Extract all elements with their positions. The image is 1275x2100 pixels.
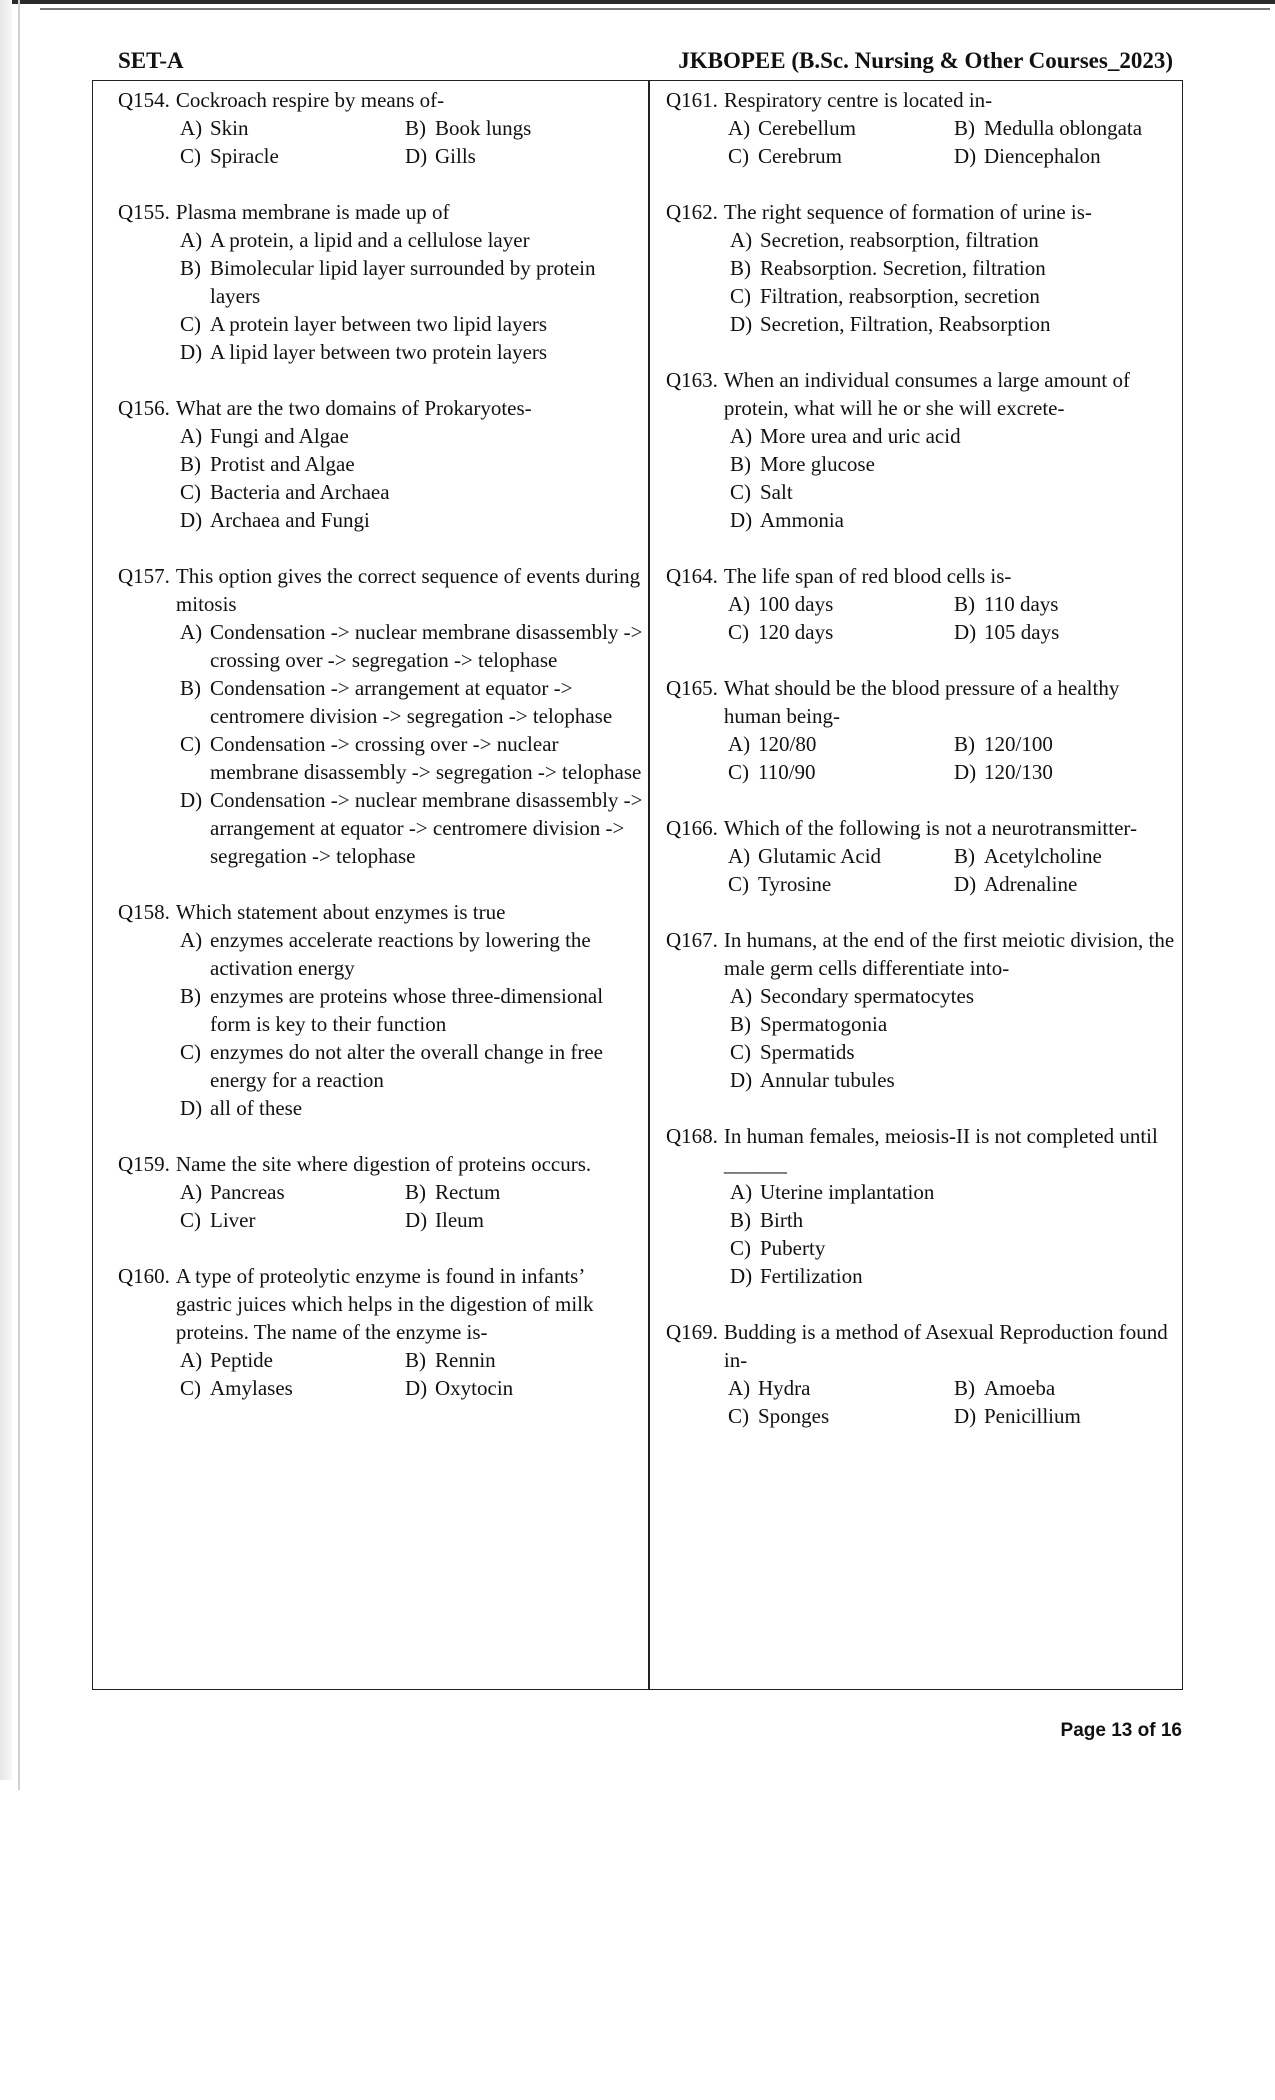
question-number: Q162.: [666, 200, 718, 224]
question-text: A type of proteolytic enzyme is found in infants’ gastric juices which helps in the digestion of milk proteins. The name of the enzyme is-: [175, 1264, 594, 1344]
scan-top-edge: [0, 0, 1275, 4]
question-text: This option gives the correct sequence of events during mitosis: [175, 564, 641, 616]
option-text: 120/130: [984, 760, 1053, 784]
question-number: Q165.: [666, 676, 718, 700]
option-text: Tyrosine: [758, 872, 832, 896]
answer-option: [730, 1038, 1181, 1066]
option-label: C): [180, 1040, 201, 1064]
answer-option: [180, 142, 405, 170]
option-text: enzymes are proteins whose three-dimensional form is key to their function: [210, 984, 604, 1036]
option-text: Rennin: [435, 1348, 496, 1372]
question-stem: [666, 674, 1181, 730]
option-text: Uterine implantation: [760, 1180, 935, 1204]
question-text: Name the site where digestion of proteins occurs.: [175, 1152, 592, 1176]
option-label: A): [730, 424, 753, 448]
option-label: C): [730, 480, 751, 504]
option-label: B): [954, 732, 975, 756]
option-label: D): [730, 1068, 753, 1092]
answer-option: [728, 114, 954, 142]
option-text: Secretion, reabsorption, filtration: [760, 228, 1039, 252]
question-stem: [666, 1122, 1181, 1178]
option-label: B): [180, 256, 201, 280]
option-label: A): [180, 424, 203, 448]
question-text: Respiratory centre is located in-: [723, 88, 993, 112]
answer-option: [405, 1178, 643, 1206]
question-number: Q163.: [666, 368, 718, 392]
option-label: C): [180, 732, 201, 756]
answer-options: [118, 1346, 643, 1402]
question-block: [666, 1122, 1181, 1290]
question-text: Cockroach respire by means of-: [175, 88, 445, 112]
question-number: Q159.: [118, 1152, 170, 1176]
option-label: D): [954, 1404, 977, 1428]
option-text: 120 days: [758, 620, 834, 644]
option-text: A protein, a lipid and a cellulose layer: [210, 228, 530, 252]
question-text: Which statement about enzymes is true: [175, 900, 506, 924]
option-label: D): [405, 1376, 428, 1400]
option-text: Acetylcholine: [984, 844, 1102, 868]
option-text: Hydra: [758, 1376, 811, 1400]
question-stem: [118, 394, 643, 422]
column-divider: [648, 80, 650, 1690]
option-label: A): [180, 228, 203, 252]
answer-options: [666, 842, 1181, 898]
option-text: all of these: [210, 1096, 303, 1120]
answer-option: [954, 590, 1181, 618]
option-label: A): [180, 620, 203, 644]
option-text: 105 days: [984, 620, 1060, 644]
question-number: Q168.: [666, 1124, 718, 1148]
answer-option: [954, 758, 1181, 786]
answer-option: [180, 674, 643, 730]
answer-option: [730, 478, 1181, 506]
answer-option: [728, 730, 954, 758]
option-label: B): [405, 1180, 426, 1204]
option-text: Oxytocin: [435, 1376, 514, 1400]
question-block: [118, 1262, 643, 1402]
option-label: D): [405, 1208, 428, 1232]
answer-options: [666, 114, 1181, 170]
option-text: Medulla oblongata: [984, 116, 1143, 140]
option-label: D): [730, 1264, 753, 1288]
option-text: Ammonia: [760, 508, 844, 532]
option-text: More glucose: [760, 452, 875, 476]
question-block: [118, 1150, 643, 1234]
question-stem: [666, 926, 1181, 982]
option-text: Fungi and Algae: [210, 424, 349, 448]
question-text: In humans, at the end of the first meiotic division, the male germ cells differentiate into-: [723, 928, 1175, 980]
question-text: When an individual consumes a large amount of protein, what will he or she will excrete-: [723, 368, 1131, 420]
option-text: 120/80: [758, 732, 817, 756]
exam-title: JKBOPEE (B.Sc. Nursing & Other Courses_2023): [678, 48, 1173, 73]
answer-option: [180, 618, 643, 674]
question-text: The life span of red blood cells is-: [723, 564, 1012, 588]
option-label: C): [728, 872, 749, 896]
scan-left-shadow: [0, 0, 12, 1780]
answer-option: [954, 618, 1181, 646]
question-block: [666, 562, 1181, 646]
option-text: Spermatids: [760, 1040, 855, 1064]
question-stem: [666, 86, 1181, 114]
answer-option: [730, 282, 1181, 310]
answer-options: [666, 1374, 1181, 1430]
option-text: Adrenaline: [984, 872, 1078, 896]
option-text: Amylases: [210, 1376, 293, 1400]
answer-option: [730, 1206, 1181, 1234]
answer-option: [180, 506, 643, 534]
answer-options: [118, 422, 643, 534]
option-text: Condensation -> nuclear membrane disassembly -> crossing over -> segregation -> telophase: [210, 620, 643, 672]
answer-option: [730, 226, 1181, 254]
option-text: Ileum: [435, 1208, 484, 1232]
option-text: Diencephalon: [984, 144, 1101, 168]
answer-option: [180, 982, 643, 1038]
option-text: Gills: [435, 144, 476, 168]
option-label: A): [730, 1180, 753, 1204]
question-number: Q160.: [118, 1264, 170, 1288]
question-text: The right sequence of formation of urine is-: [723, 200, 1092, 224]
option-label: C): [730, 1236, 751, 1260]
question-stem: [118, 562, 643, 618]
answer-option: [180, 730, 643, 786]
answer-option: [180, 1178, 405, 1206]
option-text: Reabsorption. Secretion, filtration: [760, 256, 1046, 280]
answer-option: [954, 842, 1181, 870]
option-text: Secretion, Filtration, Reabsorption: [760, 312, 1051, 336]
option-label: C): [180, 144, 201, 168]
answer-option: [728, 142, 954, 170]
option-text: Birth: [760, 1208, 804, 1232]
option-label: D): [730, 508, 753, 532]
question-stem: [118, 1150, 643, 1178]
question-number: Q158.: [118, 900, 170, 924]
answer-options: [118, 926, 643, 1122]
option-label: B): [954, 844, 975, 868]
answer-option: [180, 226, 643, 254]
answer-options: [118, 114, 643, 170]
answer-option: [180, 422, 643, 450]
option-text: 100 days: [758, 592, 834, 616]
answer-option: [180, 1346, 405, 1374]
page-footer: [1061, 1720, 1182, 1742]
option-text: Rectum: [435, 1180, 501, 1204]
option-label: B): [180, 676, 201, 700]
option-text: Archaea and Fungi: [210, 508, 370, 532]
option-label: B): [730, 452, 751, 476]
answer-option: [405, 1346, 643, 1374]
question-block: [666, 86, 1181, 170]
question-number: Q164.: [666, 564, 718, 588]
answer-option: [728, 618, 954, 646]
question-stem: [118, 898, 643, 926]
option-label: D): [954, 144, 977, 168]
option-text: Secondary spermatocytes: [760, 984, 975, 1008]
option-text: Condensation -> crossing over -> nuclear membrane disassembly -> segregation -> telophase: [210, 732, 642, 784]
option-text: Bacteria and Archaea: [210, 480, 390, 504]
option-label: C): [728, 144, 749, 168]
answer-option: [728, 590, 954, 618]
option-label: D): [954, 872, 977, 896]
option-text: Cerebrum: [758, 144, 842, 168]
question-number: Q161.: [666, 88, 718, 112]
question-block: [118, 198, 643, 366]
question-text: Plasma membrane is made up of: [175, 200, 450, 224]
left-column: [118, 86, 643, 1430]
option-text: 120/100: [984, 732, 1053, 756]
option-label: B): [730, 1208, 751, 1232]
answer-option: [180, 926, 643, 982]
option-text: Condensation -> nuclear membrane disassembly -> arrangement at equator -> centromere division -> segregation -> telophase: [210, 788, 643, 868]
option-label: B): [730, 256, 751, 280]
question-block: [118, 394, 643, 534]
option-label: B): [954, 592, 975, 616]
option-label: C): [180, 1208, 201, 1232]
option-text: Protist and Algae: [210, 452, 355, 476]
answer-option: [180, 1038, 643, 1094]
option-label: A): [728, 732, 751, 756]
question-stem: [666, 562, 1181, 590]
answer-options: [666, 422, 1181, 534]
option-label: B): [730, 1012, 751, 1036]
question-text: What are the two domains of Prokaryotes-: [175, 396, 532, 420]
option-label: D): [405, 144, 428, 168]
question-text: In human females, meiosis-II is not completed until ______: [723, 1124, 1158, 1176]
option-text: More urea and uric acid: [760, 424, 961, 448]
option-text: 110/90: [758, 760, 816, 784]
answer-option: [728, 1374, 954, 1402]
page-number: 13: [1111, 1720, 1133, 1741]
question-number: Q169.: [666, 1320, 718, 1344]
answer-option: [954, 142, 1181, 170]
option-text: Liver: [210, 1208, 256, 1232]
option-label: A): [728, 592, 751, 616]
question-stem: [666, 198, 1181, 226]
option-text: Condensation -> arrangement at equator -> centromere division -> segregation -> telophase: [210, 676, 613, 728]
answer-option: [730, 1010, 1181, 1038]
answer-options: [666, 226, 1181, 338]
option-label: A): [728, 844, 751, 868]
answer-option: [180, 1094, 643, 1122]
answer-option: [405, 1374, 643, 1402]
answer-option: [730, 1066, 1181, 1094]
answer-option: [180, 310, 643, 338]
option-text: Skin: [210, 116, 249, 140]
question-stem: [666, 1318, 1181, 1374]
question-block: [666, 926, 1181, 1094]
option-label: C): [180, 1376, 201, 1400]
answer-options: [666, 730, 1181, 786]
answer-options: [666, 590, 1181, 646]
answer-option: [954, 1402, 1181, 1430]
option-label: C): [180, 312, 201, 336]
option-text: Cerebellum: [758, 116, 856, 140]
option-text: Penicillium: [984, 1404, 1081, 1428]
option-label: C): [728, 620, 749, 644]
question-stem: [118, 86, 643, 114]
option-text: A protein layer between two lipid layers: [210, 312, 548, 336]
question-block: [666, 814, 1181, 898]
total-pages: 16: [1160, 1720, 1182, 1741]
option-text: Glutamic Acid: [758, 844, 882, 868]
answer-options: [118, 226, 643, 366]
answer-option: [728, 870, 954, 898]
answer-options: [666, 982, 1181, 1094]
question-number: Q166.: [666, 816, 718, 840]
option-label: D): [180, 788, 203, 812]
option-text: Spermatogonia: [760, 1012, 888, 1036]
option-label: B): [405, 1348, 426, 1372]
answer-option: [180, 786, 643, 870]
option-label: B): [180, 984, 201, 1008]
option-text: A lipid layer between two protein layers: [210, 340, 548, 364]
question-number: Q155.: [118, 200, 170, 224]
answer-option: [730, 1178, 1181, 1206]
option-label: A): [728, 116, 751, 140]
option-label: B): [180, 452, 201, 476]
question-number: Q156.: [118, 396, 170, 420]
option-text: Salt: [760, 480, 793, 504]
scan-top-line: [40, 8, 1270, 10]
option-text: Spiracle: [210, 144, 279, 168]
option-label: A): [180, 928, 203, 952]
question-number: Q154.: [118, 88, 170, 112]
answer-option: [730, 1234, 1181, 1262]
answer-option: [405, 1206, 643, 1234]
option-label: C): [728, 1404, 749, 1428]
option-label: A): [728, 1376, 751, 1400]
option-text: Sponges: [758, 1404, 830, 1428]
question-stem: [666, 366, 1181, 422]
question-number: Q167.: [666, 928, 718, 952]
right-column: [666, 86, 1181, 1458]
question-stem: [118, 1262, 643, 1346]
option-text: Peptide: [210, 1348, 273, 1372]
option-label: D): [180, 508, 203, 532]
question-block: [666, 366, 1181, 534]
answer-option: [954, 1374, 1181, 1402]
option-label: A): [730, 228, 753, 252]
question-text: Budding is a method of Asexual Reproduction found in-: [723, 1320, 1168, 1372]
answer-option: [730, 506, 1181, 534]
option-label: A): [180, 1180, 203, 1204]
answer-option: [405, 142, 643, 170]
option-text: Filtration, reabsorption, secretion: [760, 284, 1040, 308]
question-block: [666, 1318, 1181, 1430]
option-label: A): [180, 1348, 203, 1372]
answer-option: [180, 450, 643, 478]
answer-option: [730, 310, 1181, 338]
option-text: Puberty: [760, 1236, 826, 1260]
answer-options: [666, 1178, 1181, 1290]
option-text: Fertilization: [760, 1264, 863, 1288]
option-label: C): [180, 480, 201, 504]
answer-option: [728, 758, 954, 786]
option-text: enzymes do not alter the overall change in free energy for a reaction: [210, 1040, 603, 1092]
option-text: Book lungs: [435, 116, 532, 140]
option-label: B): [405, 116, 426, 140]
answer-option: [954, 114, 1181, 142]
answer-option: [180, 478, 643, 506]
question-text: What should be the blood pressure of a healthy human being-: [723, 676, 1120, 728]
question-stem: [666, 814, 1181, 842]
answer-option: [180, 254, 643, 310]
set-label: SET-A: [118, 48, 184, 73]
answer-option: [728, 842, 954, 870]
answer-options: [118, 618, 643, 870]
option-label: D): [954, 760, 977, 784]
answer-options: [118, 1178, 643, 1234]
answer-option: [730, 254, 1181, 282]
scan-left-line: [18, 0, 20, 1790]
answer-option: [180, 114, 405, 142]
page-word: Page: [1060, 1720, 1106, 1741]
question-block: [118, 562, 643, 870]
answer-option: [730, 1262, 1181, 1290]
question-block: [118, 898, 643, 1122]
option-label: C): [730, 1040, 751, 1064]
option-text: Bimolecular lipid layer surrounded by protein layers: [210, 256, 596, 308]
option-label: D): [730, 312, 753, 336]
question-text: Which of the following is not a neurotransmitter-: [723, 816, 1137, 840]
answer-option: [180, 338, 643, 366]
option-label: A): [180, 116, 203, 140]
answer-option: [180, 1206, 405, 1234]
question-block: [666, 198, 1181, 338]
question-number: Q157.: [118, 564, 170, 588]
answer-option: [730, 450, 1181, 478]
option-label: D): [954, 620, 977, 644]
option-label: C): [730, 284, 751, 308]
option-label: B): [954, 1376, 975, 1400]
option-label: D): [180, 340, 203, 364]
option-label: D): [180, 1096, 203, 1120]
of-word: of: [1137, 1720, 1156, 1741]
option-label: A): [730, 984, 753, 1008]
option-label: B): [954, 116, 975, 140]
question-block: [118, 86, 643, 170]
question-block: [666, 674, 1181, 786]
answer-option: [405, 114, 643, 142]
answer-option: [728, 1402, 954, 1430]
option-text: Amoeba: [984, 1376, 1056, 1400]
option-text: enzymes accelerate reactions by lowering the activation energy: [210, 928, 591, 980]
option-text: Pancreas: [210, 1180, 285, 1204]
answer-option: [730, 422, 1181, 450]
option-text: Annular tubules: [760, 1068, 895, 1092]
answer-option: [180, 1374, 405, 1402]
answer-option: [954, 870, 1181, 898]
answer-option: [730, 982, 1181, 1010]
answer-option: [954, 730, 1181, 758]
option-text: 110 days: [984, 592, 1059, 616]
question-stem: [118, 198, 643, 226]
option-label: C): [728, 760, 749, 784]
